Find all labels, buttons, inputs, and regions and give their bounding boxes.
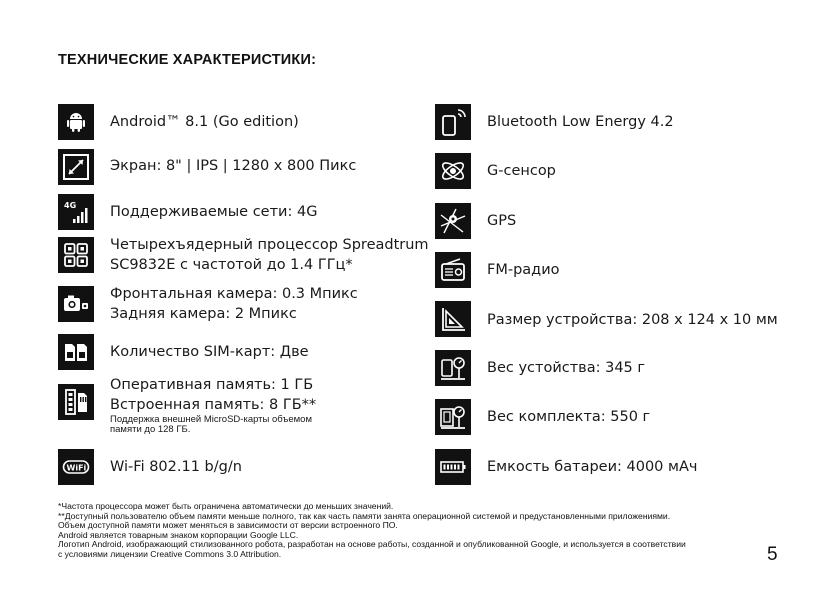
- network-4g-icon: [58, 194, 94, 230]
- gps-icon: [435, 203, 471, 239]
- g-sensor-icon: [435, 153, 471, 189]
- spec-dimensions-text: Размер устройства: 208 x 124 x 10 мм: [487, 312, 778, 328]
- spec-bluetooth: [435, 104, 674, 140]
- spec-microsd-note-2: памяти до 128 ГБ.: [110, 424, 191, 435]
- footnote-cpu: *Частота процессора может быть ограничена автоматически до меньших значений.: [58, 501, 394, 511]
- spec-g-sensor-text: G-сенсор: [487, 163, 556, 179]
- footnote-memory-firmware: Объем доступной памяти может меняться в зависимости от версии встроенного ПО.: [58, 520, 398, 531]
- camera-icon: [58, 286, 94, 322]
- footnote-trademark: Android является товарным знаком корпорации Google LLC.: [58, 529, 299, 540]
- footnote-logo-license: Логотип Android, изображающий стилизованного робота, разработан на основе работы, созданной и опубликованной Google, и используется в соответствии: [58, 539, 686, 550]
- wifi-icon: [58, 449, 94, 485]
- spec-battery-text: Емкость батареи: 4000 мАч: [487, 459, 698, 475]
- spec-camera-front: Фронтальная камера: 0.3 Мпикс: [110, 286, 358, 302]
- spec-sim: [58, 334, 309, 370]
- spec-package-weight-text: Вес комплекта: 550 г: [487, 409, 651, 425]
- screen-icon: [58, 149, 94, 185]
- spec-storage: Встроенная память: 8 ГБ**: [110, 397, 317, 413]
- spec-wifi-text: Wi-Fi 802.11 b/g/n: [110, 459, 242, 475]
- spec-wifi: [58, 449, 242, 485]
- spec-bluetooth-text: Bluetooth Low Energy 4.2: [487, 114, 674, 130]
- spec-camera-rear: Задняя камера: 2 Мпикс: [110, 306, 297, 322]
- spec-microsd-note-1: Поддержка внешней MicroSD-карты объемом: [110, 414, 312, 425]
- spec-sim-text: Количество SIM-карт: Две: [110, 344, 309, 360]
- spec-network-text: Поддерживаемые сети: 4G: [110, 204, 318, 220]
- spec-network: [58, 194, 317, 230]
- dimensions-icon: [435, 301, 471, 337]
- spec-cpu-line-2: SC9832E с частотой до 1.4 ГГц*: [110, 257, 353, 273]
- spec-ram: Оперативная память: 1 ГБ: [110, 377, 314, 393]
- spec-screen-text: Экран: 8" | IPS | 1280 x 800 Пикс: [110, 158, 357, 174]
- spec-os-text: Android™ 8.1 (Go edition): [110, 114, 299, 130]
- package-weight-icon: [435, 399, 471, 435]
- spec-battery: [435, 449, 697, 485]
- spec-cpu: [58, 237, 429, 275]
- spec-gps: [435, 203, 516, 239]
- spec-camera: [58, 286, 358, 324]
- device-weight-icon: [435, 350, 471, 386]
- spec-dimensions: [435, 301, 778, 337]
- spec-os: [58, 104, 299, 140]
- sim-card-icon: [58, 334, 94, 370]
- cpu-icon: [58, 237, 94, 273]
- memory-icon: [58, 384, 94, 420]
- spec-fm-radio-text: FM-радио: [487, 262, 560, 278]
- spec-package-weight: [435, 399, 650, 435]
- bluetooth-phone-icon: [435, 104, 471, 140]
- spec-g-sensor: [435, 153, 556, 189]
- page-title: ТЕХНИЧЕСКИЕ ХАРАКТЕРИСТИКИ:: [58, 52, 317, 68]
- spec-gps-text: GPS: [487, 213, 517, 229]
- network-4g-label: 4G: [64, 201, 77, 210]
- spec-device-weight: [435, 350, 645, 386]
- fm-radio-icon: [435, 252, 471, 288]
- spec-memory: [58, 377, 317, 435]
- page-number: 5: [767, 544, 778, 565]
- battery-icon: [435, 449, 471, 485]
- spec-cpu-line-1: Четырехъядерный процессор Spreadtrum: [110, 237, 429, 253]
- footnote-memory: **Доступный пользователю объем памяти меньше полного, так как часть памяти занята операционной системой и предустановленными приложениями.: [58, 510, 671, 521]
- footnotes: [58, 502, 686, 560]
- spec-screen: [58, 149, 356, 185]
- footnote-logo-license-cont: с условиями лицензии Creative Commons 3.0 Attribution.: [58, 548, 282, 559]
- wifi-label: WiFi: [66, 463, 87, 473]
- spec-device-weight-text: Вес устойства: 345 г: [487, 360, 645, 376]
- spec-fm-radio: [435, 252, 560, 288]
- android-icon: [58, 104, 94, 140]
